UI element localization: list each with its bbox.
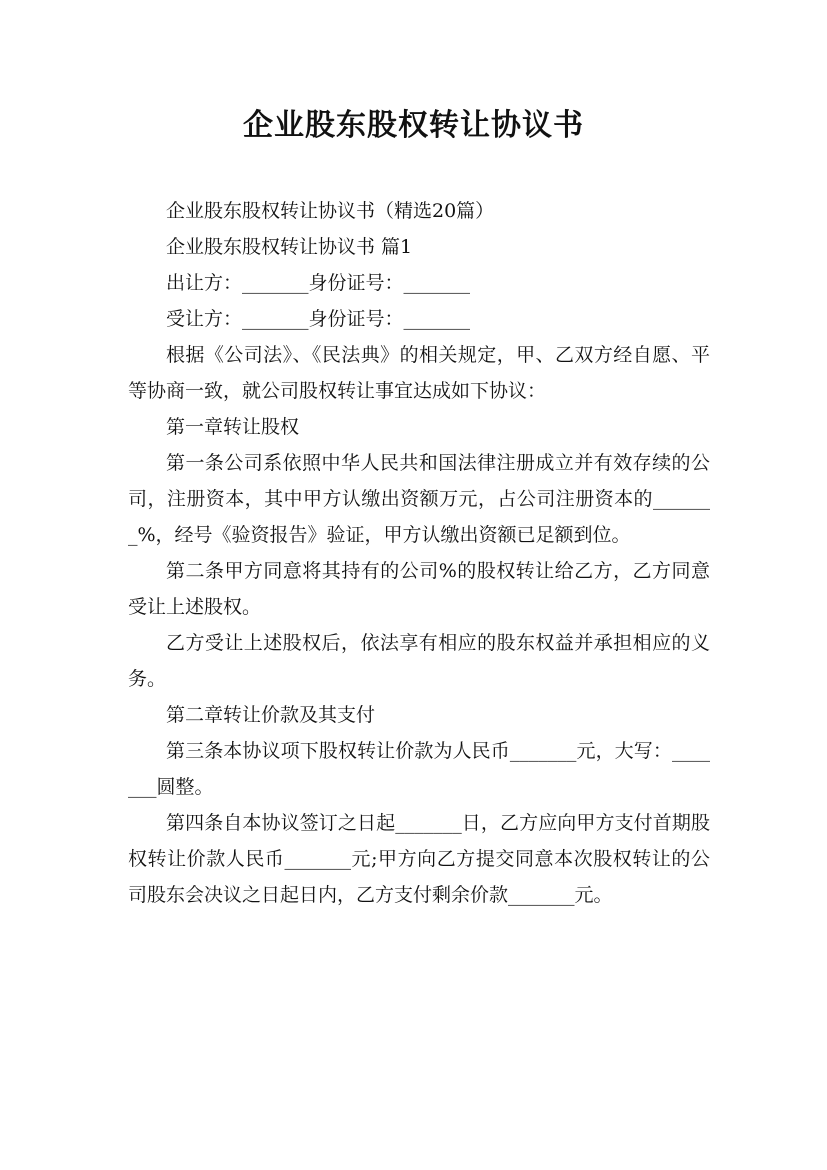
obligation-paragraph: 乙方受让上述股权后，依法享有相应的股东权益并承担相应的义务。: [128, 632, 710, 690]
chapter-2-heading: 第二章转让价款及其支付: [166, 704, 376, 726]
document-body: [128, 193, 710, 913]
transferor-line: 出让方：_______身份证号：_______: [166, 272, 471, 294]
preamble-paragraph: 根据《公司法》、《民法典》的相关规定，甲、乙双方经自愿、平等协商一致，就公司股权转让事宜达成如下协议：: [128, 344, 710, 402]
article-3-paragraph: 第三条本协议项下股权转让价款为人民币_______元，大写：_______圆整。: [128, 740, 710, 798]
document-title: 企业股东股权转让协议书: [243, 108, 584, 143]
article-2-paragraph: 第二条甲方同意将其持有的公司%的股权转让给乙方，乙方同意受让上述股权。: [128, 560, 710, 618]
section-heading: 企业股东股权转让协议书 篇1: [166, 236, 413, 258]
subtitle-paragraph: 企业股东股权转让协议书（精选20篇）: [166, 200, 495, 222]
article-1-paragraph: 第一条公司系依照中华人民共和国法律注册成立并有效存续的公司，注册资本，其中甲方认缴出资额万元，占公司注册资本的_______%，经号《验资报告》验证，甲方认缴出资额已足额到位。: [128, 452, 710, 546]
article-4-paragraph: 第四条自本协议签订之日起_______日，乙方应向甲方支付首期股权转让价款人民币_______元;甲方向乙方提交同意本次股权转让的公司股东会决议之日起日内，乙方支付剩余价款_______元。: [128, 812, 710, 906]
transferee-line: 受让方：_______身份证号：_______: [166, 308, 471, 330]
chapter-1-heading: 第一章转让股权: [166, 416, 300, 438]
